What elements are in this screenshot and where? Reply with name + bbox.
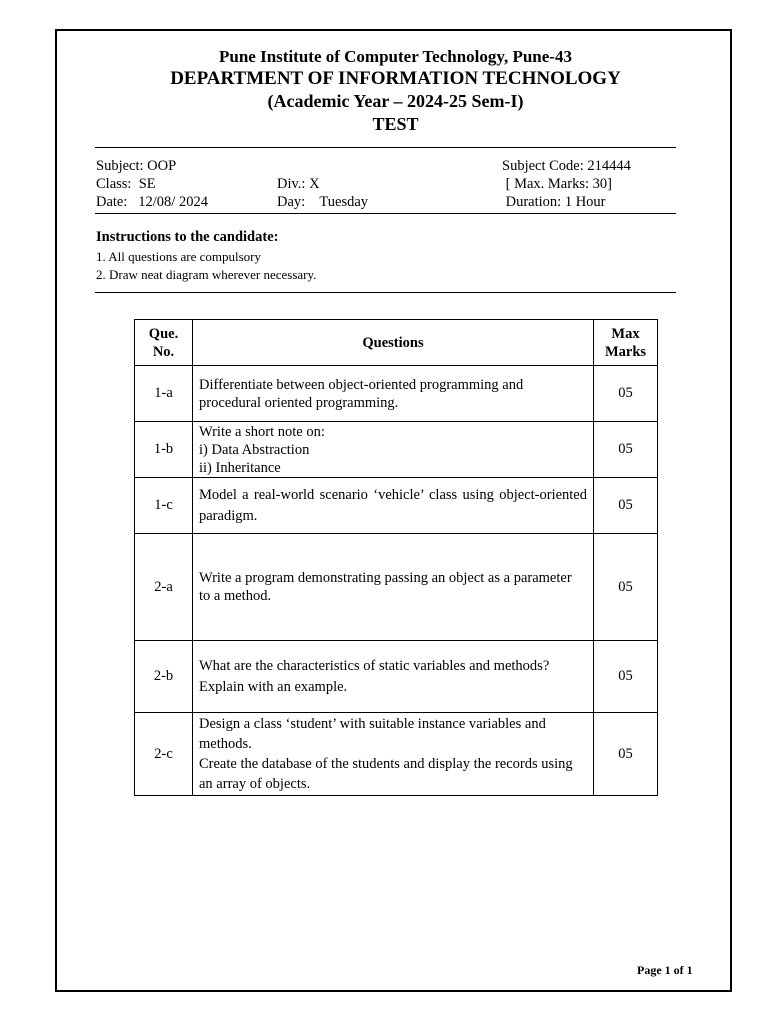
question-line: procedural oriented programming.	[199, 394, 399, 411]
instructions-title: Instructions to the candidate:	[96, 229, 279, 245]
day-label: Day: Tuesday	[277, 194, 369, 210]
div-label: Div.: X	[277, 176, 320, 192]
question-number: 1-a	[135, 366, 193, 422]
question-line: Explain with an example.	[199, 678, 348, 695]
question-number: 2-c	[135, 713, 193, 796]
page-number: Page 1 of 1	[637, 963, 693, 977]
question-line: Write a short note on:	[199, 423, 325, 440]
col-header-marks: Max Marks	[594, 320, 658, 366]
department-name: DEPARTMENT OF INFORMATION TECHNOLOGY	[170, 68, 621, 89]
table-row	[135, 366, 658, 422]
question-line: Differentiate between object-oriented programming and	[199, 376, 524, 393]
table-row	[135, 422, 658, 478]
academic-year: (Academic Year – 2024-25 Sem-I)	[267, 91, 524, 111]
table-row	[135, 534, 658, 641]
divider	[95, 292, 676, 293]
questions-table	[134, 319, 658, 796]
instruction-item: 2. Draw neat diagram wherever necessary.	[96, 267, 317, 282]
question-marks: 05	[594, 641, 658, 713]
question-text	[193, 422, 594, 478]
question-number: 1-b	[135, 422, 193, 478]
question-text	[193, 641, 594, 713]
question-text	[193, 713, 594, 796]
table-header-row	[135, 320, 658, 366]
divider	[95, 213, 676, 214]
question-line: i) Data Abstraction	[199, 441, 310, 458]
question-marks: 05	[594, 422, 658, 478]
col-header-questions: Questions	[193, 320, 594, 366]
exam-type: TEST	[372, 114, 419, 134]
document-header	[55, 46, 736, 135]
question-marks: 05	[594, 366, 658, 422]
class-label: Class: SE	[96, 176, 156, 192]
subject-label: Subject: OOP	[96, 158, 177, 174]
question-line: Create the database of the students and display the records using an array of objects.	[199, 756, 573, 792]
question-line: ii) Inheritance	[199, 459, 281, 476]
question-line: Write a program demonstrating passing an object as a parameter	[199, 570, 572, 586]
institute-name: Pune Institute of Computer Technology, Pune-43	[219, 47, 572, 66]
question-number: 2-b	[135, 641, 193, 713]
table-row	[135, 713, 658, 796]
question-number: 1-c	[135, 478, 193, 534]
instruction-item: 1. All questions are compulsory	[96, 249, 262, 264]
question-line: What are the characteristics of static variables and methods?	[199, 657, 550, 674]
question-marks: 05	[594, 534, 658, 641]
divider	[95, 147, 676, 148]
question-text	[193, 366, 594, 422]
table-row	[135, 478, 658, 534]
question-marks: 05	[594, 478, 658, 534]
question-number: 2-a	[135, 534, 193, 641]
max-marks-label: [ Max. Marks: 30]	[502, 176, 612, 192]
question-text	[193, 534, 594, 641]
table-row	[135, 641, 658, 713]
col-header-no: Que. No.	[135, 320, 193, 366]
subject-code-label: Subject Code: 214444	[502, 158, 631, 174]
duration-label: Duration: 1 Hour	[502, 194, 606, 210]
question-line: Design a class ‘student’ with suitable instance variables and methods.	[199, 716, 546, 752]
date-label: Date: 12/08/ 2024	[96, 194, 208, 210]
question-line: to a method.	[199, 588, 272, 604]
question-marks: 05	[594, 713, 658, 796]
question-text: Model a real-world scenario ‘vehicle’ class using object-oriented paradigm.	[193, 478, 594, 534]
